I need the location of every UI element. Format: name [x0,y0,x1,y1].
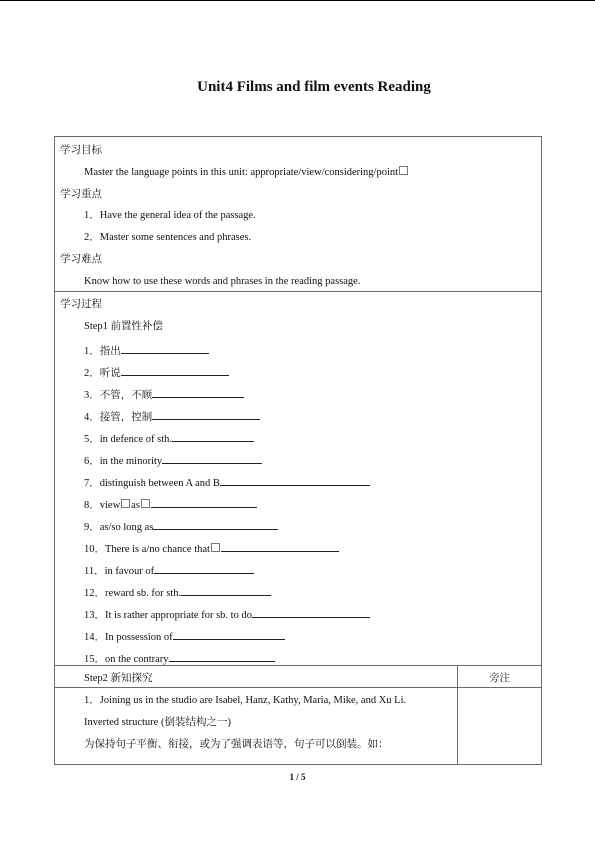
step2-divider [54,687,458,688]
document-title: Unit4 Films and film events Reading [197,79,431,95]
page-top-rule [0,0,595,1]
item-text-mid: as [131,500,140,511]
list-item [84,496,257,513]
item-text: 13．It is rather appropriate for sb. to do [84,610,252,621]
list-item [84,562,254,579]
answer-blank[interactable] [169,650,275,662]
step2-line-1: 1．Joining us in the studio are Isabel, Hanz, Kathy, Maria, Mike, and Xu Li. [84,695,407,706]
answer-blank[interactable] [162,452,262,464]
item-text: 5．in defence of sth. [84,434,173,445]
list-item [84,386,244,403]
goals-text: Master the language points in this unit: appropriate/view/considering/point [84,167,399,178]
item-text: 14．In possession of [84,632,173,643]
step1-heading: Step1 前置性补偿 [84,321,164,332]
answer-blank[interactable] [121,364,229,376]
difficulty-heading: 学习难点 [60,254,102,265]
missing-glyph-icon [211,543,220,552]
list-item [84,452,262,469]
key-item-1: 1．Have the general idea of the passage. [84,210,256,221]
answer-blank[interactable] [172,430,254,442]
goals-text-line [84,166,409,180]
missing-glyph-icon [399,166,408,175]
answer-blank[interactable] [220,474,370,486]
process-heading: 学习过程 [60,299,102,310]
list-item [84,606,370,623]
answer-blank[interactable] [121,342,209,354]
item-text: 3．不管，不顾 [84,390,153,401]
answer-blank[interactable] [152,386,244,398]
answer-blank[interactable] [181,584,271,596]
list-item [84,408,260,425]
item-text: 9．as/so long as [84,522,154,533]
answer-blank[interactable] [154,562,254,574]
answer-blank[interactable] [152,408,260,420]
step2-line-3: 为保持句子平衡、衔接，或为了强调表语等，句子可以倒装。如： [84,739,389,750]
answer-blank[interactable] [173,628,285,640]
item-text: 11．in favour of [84,566,155,577]
item-text: 7．distinguish between A and B [84,478,220,489]
goals-heading: 学习目标 [60,145,102,156]
list-item [84,342,209,359]
item-text: 10．There is a/no chance that [84,544,210,555]
notes-column-divider [457,665,458,765]
item-text: 2．听说 [84,368,121,379]
answer-blank[interactable] [151,496,257,508]
list-item [84,364,229,381]
item-text: 8．view [84,500,121,511]
answer-blank[interactable] [221,540,339,552]
difficulty-text: Know how to use these words and phrases in the reading passage. [84,276,361,287]
step2-heading: Step2 新知探究 [84,673,153,684]
notes-divider [457,687,542,688]
list-item [84,540,339,557]
item-text: 1．指出 [84,346,121,357]
list-item [84,430,254,447]
list-item [84,628,285,645]
step2-line-2: Inverted structure (倒装结构之一) [84,717,231,728]
answer-blank[interactable] [252,606,370,618]
notes-heading: 旁注 [489,673,510,684]
item-text: 15．on the contrary [84,654,169,665]
item-text: 12．reward sb. for sth. [84,588,182,599]
answer-blank[interactable] [153,518,278,530]
missing-glyph-icon [141,499,150,508]
list-item [84,474,370,491]
key-item-2: 2．Master some sentences and phrases. [84,232,252,243]
page-number: 1 / 5 [289,772,306,782]
list-item [84,518,278,535]
list-item [84,584,271,601]
item-text: 6．in the minority [84,456,163,467]
key-heading: 学习重点 [60,189,102,200]
missing-glyph-icon [121,499,130,508]
item-text: 4．接管，控制 [84,412,153,423]
